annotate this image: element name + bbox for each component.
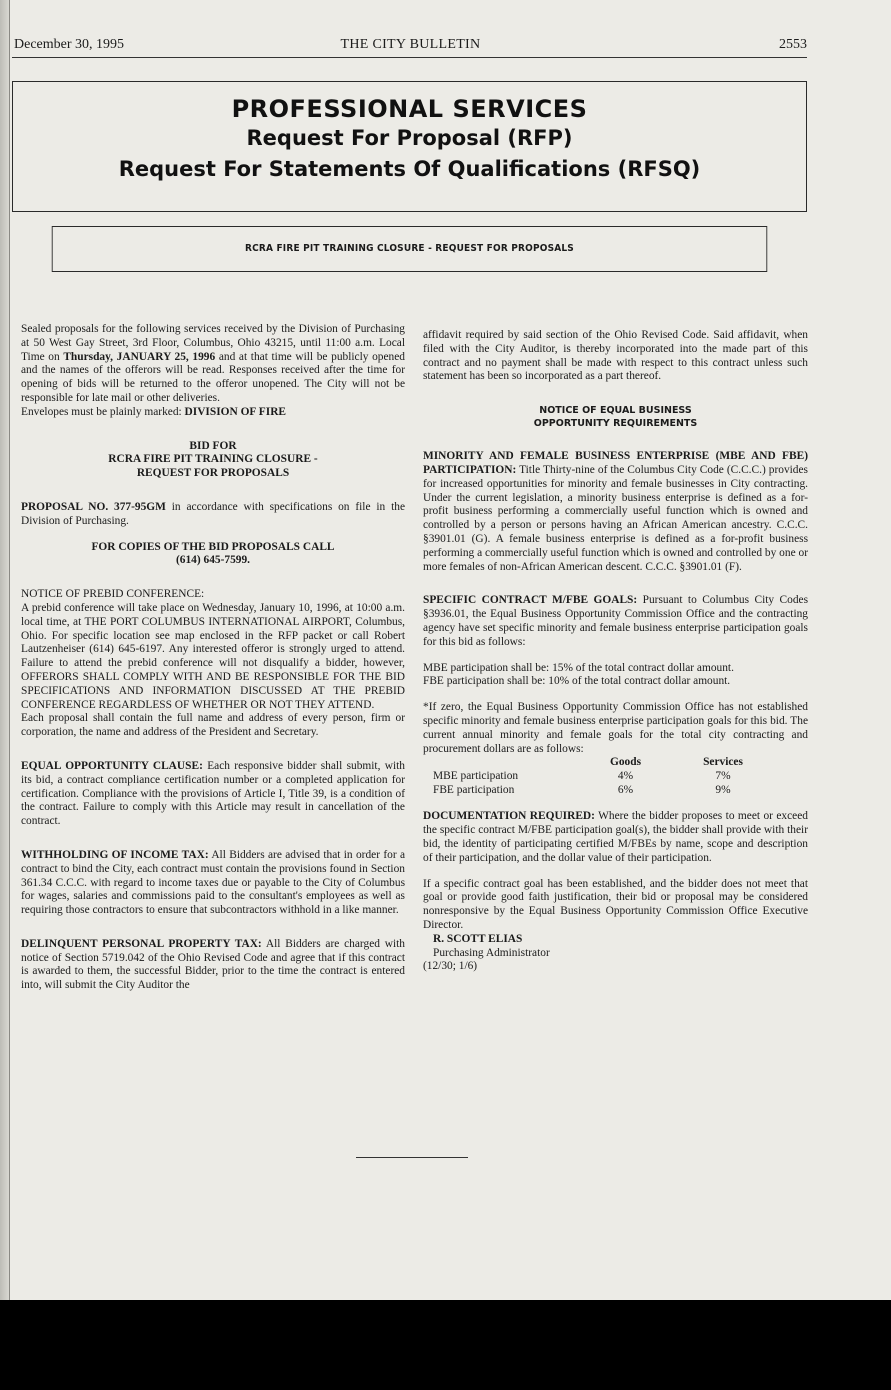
notice-title: RCRA FIRE PIT TRAINING CLOSURE - REQUEST FOR PROPOSALS [245, 243, 574, 254]
end-rule [356, 1157, 468, 1158]
documentation-paragraph [423, 810, 808, 865]
participation-goals-table [433, 756, 778, 798]
equal-business-heading-line: OPPORTUNITY REQUIREMENTS [533, 418, 698, 430]
intro-text-end: and at that time will be publicly opened and the names of the offerors will be read. Responses received after the time for opening of bids will be returned to the offeror unopened. The City will not be responsible for late mail or other deliveries. [21, 350, 405, 404]
bid-for-line: BID FOR [189, 439, 237, 452]
documentation-text: Where the bidder proposes to meet or exceed the specific contract M/FBE participation goal(s), the bidder shall provide with their bid, the identity of participating certified M/FBEs by name, scope and description of their participation, and the dollar value of their participation. [423, 810, 808, 864]
banner-title: PROFESSIONAL SERVICES [231, 95, 588, 123]
table-header: Goods [609, 756, 642, 769]
name-address-paragraph: Each proposal shall contain the full name and address of every person, firm or corporation, the name and address of the President and Secretary. [21, 712, 405, 739]
table-cell: 7% [715, 770, 731, 783]
contract-goals-paragraph [423, 594, 808, 649]
documentation-title: DOCUMENTATION REQUIRED: [423, 810, 595, 823]
copies-line: FOR COPIES OF THE BID PROPOSALS CALL [91, 540, 335, 553]
envelope-marking: DIVISION OF FIRE [184, 405, 287, 418]
signer-title: Purchasing Administrator [433, 946, 550, 959]
mfbe-paragraph [423, 450, 808, 574]
section-banner [12, 81, 807, 212]
equal-opportunity-paragraph [21, 760, 405, 829]
opening-date: Thursday, JANUARY 25, 1996 [63, 350, 216, 363]
withholding-paragraph [21, 849, 405, 918]
delinquent-tax-paragraph [21, 938, 405, 993]
table-cell: MBE participation [433, 770, 519, 783]
bottom-border [0, 1300, 891, 1390]
mfbe-text: Title Thirty-nine of the Columbus City Code (C.C.C.) provides for increased opportunities for minority and female businesses in City contracting. Under the current legislation, a minority business enterprise is defined as a for-profit business performing a commercially useful function which is owned and controlled by a person or persons having an African American ancestry. C.C.C. §3901.01 (G). A female business enterprise is defined as a for-profit business performing a commercially useful function which is owned and controlled by one or more females of non-African American descent. C.C.C. §3901.01 (F). [423, 463, 808, 573]
right-column [423, 329, 808, 974]
bid-for-heading [21, 440, 405, 481]
specific-goal-paragraph: If a specific contract goal has been established, and the bidder does not meet that goal or provide good faith justification, their bid or proposal may be considered nonresponsive by the Equal Business Opportunity Commission Office Executive Director. [423, 877, 808, 931]
signer-name-text: R. SCOTT ELIAS [433, 932, 523, 945]
prebid-paragraph: A prebid conference will take place on Wednesday, January 10, 1996, at 10:00 a.m. local time, at THE PORT COLUMBUS INTERNATIONAL AIRPORT, Columbus, Ohio. For specific location see map enclosed in the RFP packet or call Robert Lautzenheiser (614) 645-6197. Any interested offeror is strongly urged to attend. Failure to attend the prebid conference will not disqualify a bidder, however, OFFERORS SHALL COMPLY WITH AND BE RESPONSIBLE FOR THE BID SPECIFICATIONS AND INFORMATION DISCUSSED AT THE PREBID CONFERENCE REGARDLESS OF WHETHER OR NOT THEY ATTEND. [21, 601, 405, 711]
proposal-number-paragraph [21, 501, 405, 529]
binding-gutter [0, 0, 9, 1300]
contract-goals-text: Pursuant to Columbus City Codes §3936.01, the Equal Business Opportunity Commission Office and the contracting agency have set specific minority and female business enterprise participation goals for this bid as follows: [423, 594, 808, 648]
bid-for-line: RCRA FIRE PIT TRAINING CLOSURE - [108, 453, 318, 466]
copies-heading [21, 541, 405, 569]
banner-subtitle-rfsq: Request For Statements Of Qualifications (RFSQ) [118, 157, 701, 181]
signer-name [423, 933, 808, 947]
page-number: 2553 [779, 37, 807, 52]
proposal-text: in accordance with specifications on file in the Division of Purchasing. [21, 500, 405, 527]
publication-name: THE CITY BULLETIN [340, 37, 481, 52]
banner-subtitle-rfp: Request For Proposal (RFP) [246, 126, 573, 150]
intro-text-start: Sealed proposals for the following services received by the Division of Purchasing at 50 West Gay Street, 3rd Floor, Columbus, Ohio 43215, until 11:00 a.m. Local Time on [21, 323, 405, 363]
equal-opportunity-title: EQUAL OPPORTUNITY CLAUSE: [21, 759, 203, 772]
gutter-edge [9, 0, 10, 1300]
proposal-number: PROPOSAL NO. 377-95GM [21, 500, 166, 513]
table-header-row [433, 756, 778, 770]
equal-opportunity-text: Each responsive bidder shall submit, with its bid, a contract compliance certification number or a completed application for certification. Compliance with the provisions of Article I, Title 39, is a condition of the contract. Failure to comply with this Article may result in cancellation of the contract. [21, 759, 406, 828]
fbe-goal-line: FBE participation shall be: 10% of the total contract dollar amount. [423, 675, 731, 688]
mfbe-title: MINORITY AND FEMALE BUSINESS ENTERPRISE (MBE AND FBE) PARTICIPATION: [423, 450, 808, 476]
delinquent-tax-title: DELINQUENT PERSONAL PROPERTY TAX: [21, 937, 262, 950]
table-header: Services [703, 756, 743, 769]
bid-for-line: REQUEST FOR PROPOSALS [136, 467, 290, 480]
mbe-goal-line: MBE participation shall be: 15% of the total contract dollar amount. [423, 661, 734, 674]
equal-business-heading [423, 404, 808, 430]
table-cell: 4% [617, 770, 634, 783]
publication-dates: (12/30; 1/6) [423, 960, 478, 973]
table-cell: FBE participation [433, 784, 515, 797]
delinquent-tax-text: All Bidders are charged with notice of Section 5719.042 of the Ohio Revised Code and agree that if this contract is awarded to them, the successful Bidder, prior to the time the contract is entered into, will submit the City Auditor the [21, 937, 405, 992]
envelope-marking-line [21, 406, 405, 420]
prebid-title: NOTICE OF PREBID CONFERENCE: [21, 588, 205, 601]
notice-title-box [52, 226, 768, 272]
issue-date: December 30, 1995 [14, 37, 125, 52]
contract-goals-title: SPECIFIC CONTRACT M/FBE GOALS: [423, 594, 638, 607]
header-rule [12, 57, 807, 58]
envelope-label: Envelopes must be plainly marked: [21, 405, 185, 418]
table-row [433, 770, 778, 784]
intro-paragraph [21, 323, 405, 406]
affidavit-paragraph: affidavit required by said section of the Ohio Revised Code. Said affidavit, when filed with the City Auditor, is thereby incorporated into the made part of this contract and no payment shall be made with respect to this contract unless such statement has been so incorporated as a part thereof. [423, 329, 808, 383]
table-header [433, 756, 583, 770]
withholding-text: All Bidders are advised that in order for a contract to bind the City, each contract must contain the provisions found in Section 361.34 C.C.C. with regard to income taxes due or payable to the City of Columbus for wages, salaries and commissions paid to the consultant's employees as well as requiring those contractors to ensure that subcontractors withhold in a like manner. [21, 848, 405, 917]
table-cell: 9% [715, 784, 731, 797]
table-row [433, 784, 778, 798]
left-column [21, 323, 405, 993]
if-zero-paragraph: *If zero, the Equal Business Opportunity Commission Office has not established specific minority and female business enterprise participation goals for this bid. The current annual minority and female goals for the total city contracting and procurement dollars are as follows: [423, 701, 808, 755]
equal-business-heading-line: NOTICE OF EQUAL BUSINESS [539, 405, 692, 417]
copies-phone: (614) 645-7599. [175, 554, 251, 567]
withholding-title: WITHHOLDING OF INCOME TAX: [21, 848, 209, 861]
table-cell: 6% [617, 784, 634, 797]
